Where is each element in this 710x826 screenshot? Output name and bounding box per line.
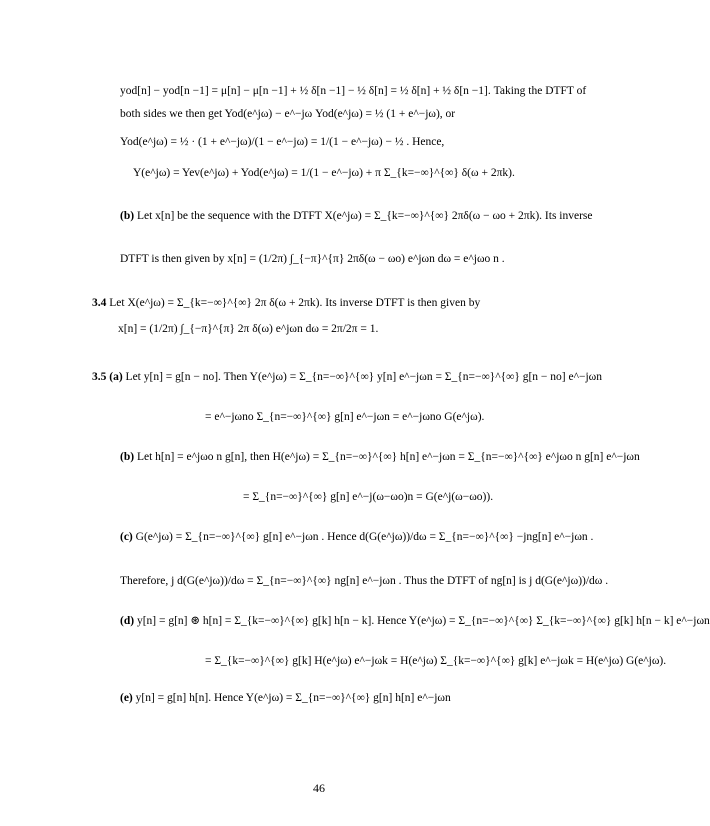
equation-line <box>120 532 593 544</box>
equation-line <box>92 298 480 310</box>
equation-line: both sides we then get Yod(e^jω) − e^−jω Yod(e^jω) = ½ (1 + e^−jω), or <box>120 108 456 120</box>
equation-text: Let y[n] = g[n − no]. Then Y(e^jω) = Σ_{n=−∞}^{∞} y[n] e^−jωn = Σ_{n=−∞}^{∞} g[n − no] e^−jωn <box>122 371 602 383</box>
label-bold: (d) <box>120 615 135 627</box>
equation-line <box>120 452 640 464</box>
equation-text: y[n] = g[n] h[n]. Hence Y(e^jω) = Σ_{n=−∞}^{∞} g[n] h[n] e^−jωn <box>132 692 451 704</box>
equation-text: Let h[n] = e^jωo n g[n], then H(e^jω) = Σ_{n=−∞}^{∞} h[n] e^−jωn = Σ_{n=−∞}^{∞} e^jωo n g[n] e^−jωn <box>134 451 640 463</box>
equation-line: Therefore, j d(G(e^jω))/dω = Σ_{n=−∞}^{∞} ng[n] e^−jωn . Thus the DTFT of ng[n] is j d(G(e^jω))/dω . <box>120 575 609 587</box>
equation-text: y[n] = g[n] ⊛ h[n] = Σ_{k=−∞}^{∞} g[k] h[n − k]. Hence Y(e^jω) = Σ_{n=−∞}^{∞} Σ_{k=−∞}^{∞} g[k] h[n − k] e^−jωn <box>134 615 710 627</box>
equation-line: yod[n] − yod[n −1] = μ[n] − μ[n −1] + ½ δ[n −1] − ½ δ[n] = ½ δ[n] + ½ δ[n −1]. Taking the DTFT of <box>120 85 587 97</box>
equation-line: = e^−jωno Σ_{n=−∞}^{∞} g[n] e^−jωn = e^−jωno G(e^jω). <box>205 411 485 423</box>
page-number: 46 <box>313 781 325 795</box>
label-bold: (e) <box>120 692 133 704</box>
equation-line: Y(e^jω) = Yev(e^jω) + Yod(e^jω) = 1/(1 − e^−jω) + π Σ_{k=−∞}^{∞} δ(ω + 2πk). <box>133 167 515 179</box>
equation-line <box>120 693 451 705</box>
equation-text: Let x[n] be the sequence with the DTFT X(e^jω) = Σ_{k=−∞}^{∞} 2πδ(ω − ωo + 2πk). Its inverse <box>134 210 593 222</box>
equation-line <box>120 616 710 628</box>
equation-line: = Σ_{k=−∞}^{∞} g[k] H(e^jω) e^−jωk = H(e^jω) Σ_{k=−∞}^{∞} g[k] e^−jωk = H(e^jω) G(e^jω). <box>205 655 667 667</box>
label-bold: (b) <box>120 451 135 463</box>
label-bold: 3.5 (a) <box>92 371 123 383</box>
label-bold: (b) <box>120 210 135 222</box>
equation-line: DTFT is then given by x[n] = (1/2π) ∫_{−π}^{π} 2πδ(ω − ωo) e^jωn dω = e^jωo n . <box>120 253 505 265</box>
label-bold: (c) <box>120 531 133 543</box>
equation-line: = Σ_{n=−∞}^{∞} g[n] e^−j(ω−ωo)n = G(e^j(ω−ωo)). <box>243 491 494 503</box>
equation-line: x[n] = (1/2π) ∫_{−π}^{π} 2π δ(ω) e^jωn dω = 2π/2π = 1. <box>118 323 379 335</box>
equation-text: G(e^jω) = Σ_{n=−∞}^{∞} g[n] e^−jωn . Hence d(G(e^jω))/dω = Σ_{n=−∞}^{∞} −jng[n] e^−jωn . <box>132 531 594 543</box>
equation-line <box>120 211 593 223</box>
equation-text: Let X(e^jω) = Σ_{k=−∞}^{∞} 2π δ(ω + 2πk). Its inverse DTFT is then given by <box>106 297 481 309</box>
label-bold: 3.4 <box>92 297 107 309</box>
equation-line <box>92 372 602 384</box>
equation-line: Yod(e^jω) = ½ · (1 + e^−jω)/(1 − e^−jω) = 1/(1 − e^−jω) − ½ . Hence, <box>120 136 445 148</box>
